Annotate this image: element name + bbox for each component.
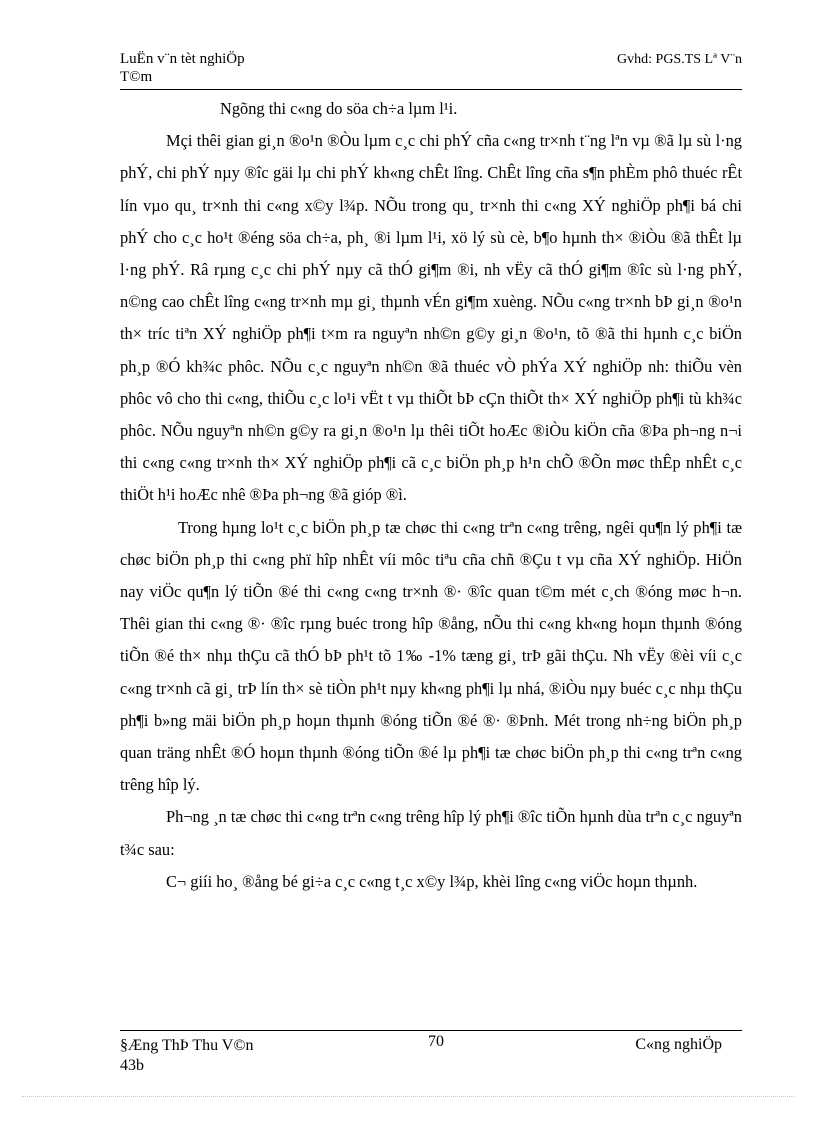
page-number: 70 [428, 1033, 444, 1050]
footer-faculty: C«ng nghiÖp [635, 1036, 722, 1053]
footer-author [120, 1036, 254, 1076]
paragraph-3: Trong hµng lo¹t c¸c biÖn ph¸p tæ chøc thi c«ng trªn c«ng trêng, ngêi qu¶n lý ph¶i tæ chøc biÖn ph¸p thi c«ng phï hîp nhÊt víi môc tiªu cña chñ ®Çu t vµ cña XÝ nghiÖp. HiÖn nay viÖc qu¶n lý tiÕn ®é thi c«ng c«ng tr×nh ®· ®îc quan t©m mét c¸ch ®óng møc h¬n. Thêi gian thi c«ng ®· ®îc rµng buéc trong hîp ®ång, nÕu thi c«ng kh«ng hoµn thµnh ®óng tiÕn ®é th× nhµ thÇu cã thÓ bÞ ph¹t tõ 1‰ -1% tæng gi¸ trÞ gãi thÇu. Nh vËy ®èi víi c¸c c«ng tr×nh cã gi¸ trÞ lín th× sè tiÒn ph¹t nµy kh«ng ph¶i lµ nhá, ®iÒu nµy buéc c¸c nhµ thÇu ph¶i b»ng mäi biÖn ph¸p hoµn thµnh ®óng tiÕn ®é ®· ®Þnh. Mét trong nh÷ng biÖn ph¸p quan träng nhÊt ®Ó hoµn thµnh ®óng tiÕn ®é lµ ph¶i tæ chøc biÖn ph¸p thi c«ng trªn c«ng trêng hîp lý. [120, 517, 742, 795]
header-advisor: Gvhd: PGS.TS Lª V¨n [617, 52, 742, 67]
footer-author-name: §Æng ThÞ Thu V©n [120, 1037, 254, 1054]
footer-divider [120, 1030, 742, 1031]
paragraph-2: Mçi thêi gian gi¸n ®o¹n ®Òu lµm c¸c chi phÝ cña c«ng tr×nh t¨ng lªn vµ ®ã lµ sù l·ng phÝ, chi phÝ nµy ®îc gäi lµ chi phÝ kh«ng chÊt lîng. ChÊt lîng cña s¶n phÈm phô thuéc rÊt lín vµo qu¸ tr×nh thi c«ng x©y l¾p. NÕu trong qu¸ tr×nh thi c«ng XÝ nghiÖp ph¶i bá chi phÝ cho c¸c ho¹t ®éng söa ch÷a, ph¸ ®i lµm l¹i, xö lý sù cè, b¶o hµnh th× ®iÒu ®ã thÊt lµ l·ng phÝ. Râ rµng c¸c chi phÝ nµy cã thÓ gi¶m ®i, nh vËy cã thÓ gi¶m ®îc sù l·ng phÝ, n©ng cao chÊt lîng c«ng tr×nh mµ gi¸ thµnh vÉn gi¶m xuèng. NÕu c«ng tr×nh bÞ gi¸n ®o¹n th× tríc tiªn XÝ nghiÖp ph¶i t×m ra nguyªn nh©n g©y gi¸n ®o¹n, tõ ®ã thi hµnh c¸c biÖn ph¸p ®Ó kh¾c phôc. NÕu c¸c nguyªn nh©n ®ã thuéc vÒ phÝa XÝ nghiÖp nh: thiÕu vèn phôc vô cho thi c«ng, thiÕu c¸c lo¹i vËt t vµ thiÕt bÞ cÇn thiÕt th× XÝ nghiÖp ph¶i tù kh¾c phôc. NÕu nguyªn nh©n g©y ra gi¸n ®o¹n lµ thêi tiÕt hoÆc ®iÒu kiÖn cña ®Þa ph¬ng n¬i thi c«ng c«ng tr×nh th× XÝ nghiÖp ph¶i cã c¸c biÖn ph¸p h¹n chÕ ®Õn møc thÊp nhÊt c¸c thiÖt h¹i hoÆc nhê ®Þa ph¬ng ®ã gióp ®ì. [120, 131, 742, 505]
page-body [120, 93, 742, 898]
page-edge-dotted-line [22, 1096, 794, 1097]
header-divider [120, 89, 742, 90]
header-title-line1: LuËn v¨n tèt nghiÖp [120, 51, 245, 67]
paragraph-1: Ngõng thi c«ng do söa ch÷a lµm l¹i. [220, 99, 458, 118]
header-thesis-title [120, 50, 245, 86]
header-title-line2: T©m [120, 69, 153, 85]
footer-author-class: 43b [120, 1057, 144, 1074]
paragraph-5: C¬ giíi ho¸ ®ång bé gi÷a c¸c c«ng t¸c x©y l¾p, khèi lîng c«ng viÖc hoµn thµnh. [166, 871, 698, 891]
paragraph-4: Ph¬ng ¸n tæ chøc thi c«ng trªn c«ng trêng hîp lý ph¶i ®îc tiÕn hµnh dùa trªn c¸c nguyªn t¾c sau: [120, 807, 742, 859]
